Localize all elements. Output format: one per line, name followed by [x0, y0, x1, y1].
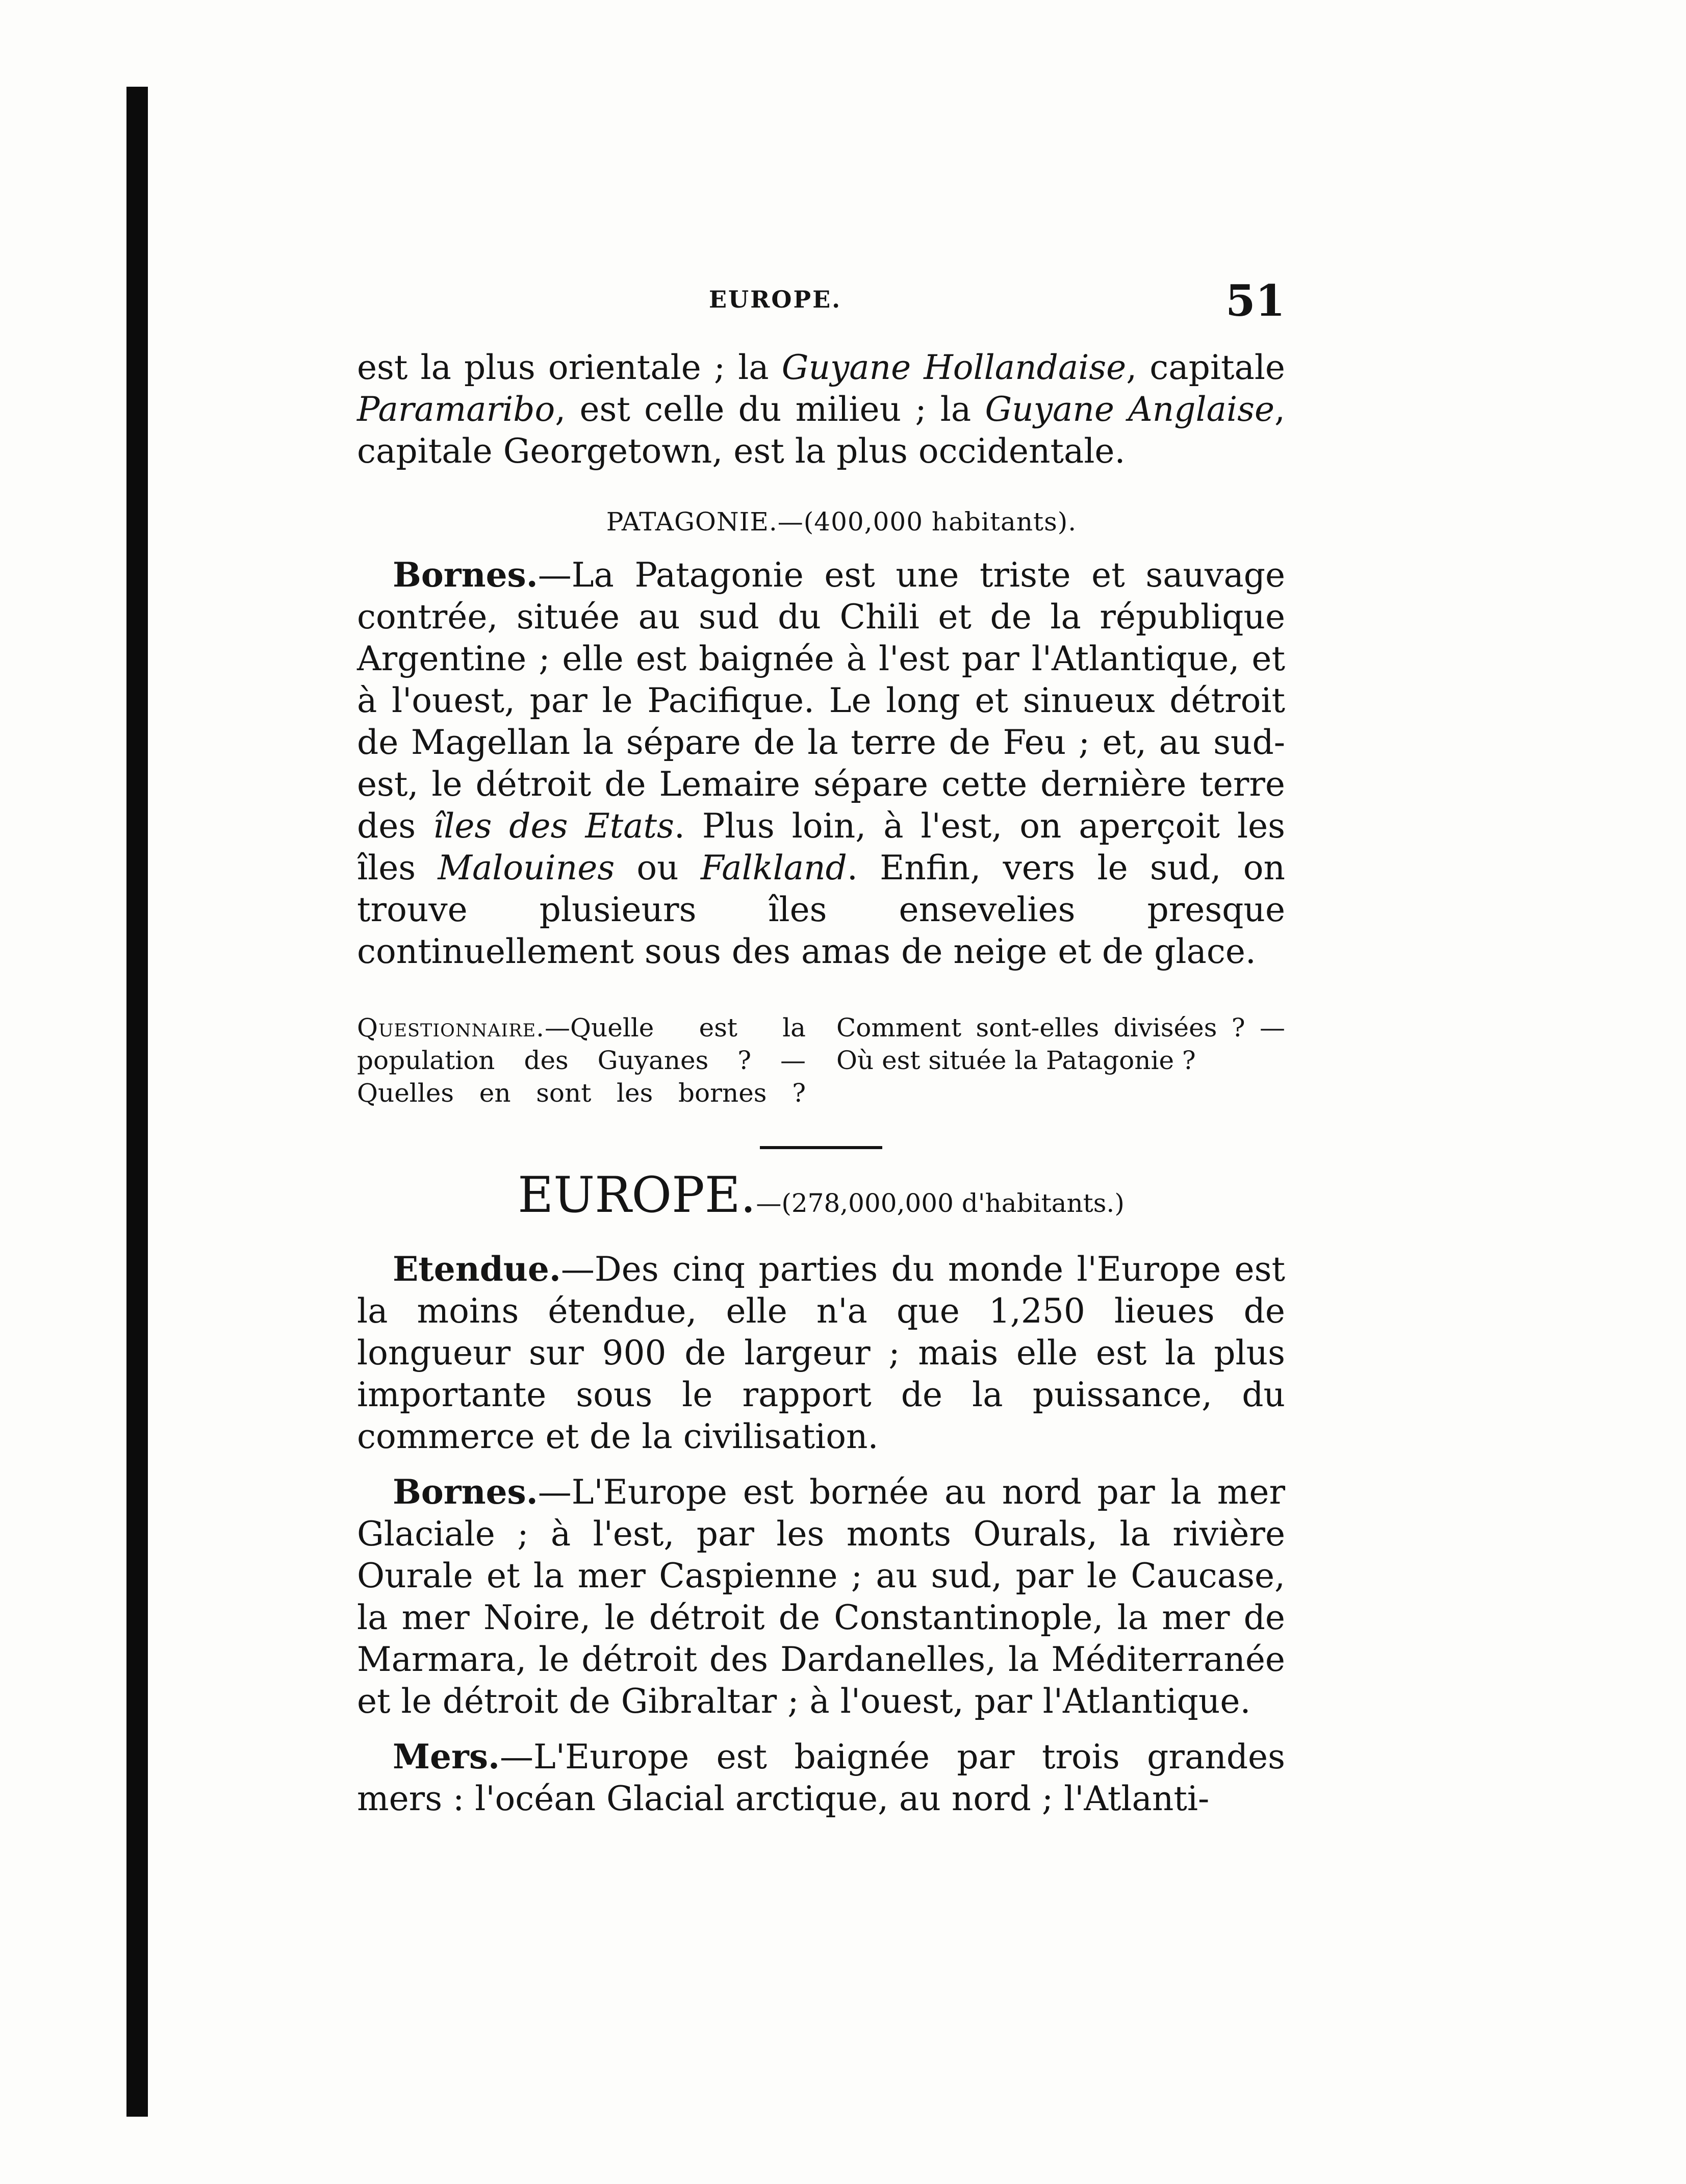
- paramaribo: Paramaribo: [357, 390, 555, 429]
- page-header: [357, 275, 1285, 332]
- mers-text: —L'Europe est baignée par trois grandes mers : l'océan Glacial arctique, au nord ; l'Atlanti-: [357, 1737, 1285, 1818]
- questionnaire: [357, 1011, 1285, 1109]
- falkland: Falkland: [700, 848, 847, 887]
- text-run: . Plus loin, à l'est, on aperçoit les îles: [357, 806, 1285, 887]
- questionnaire-label: Questionnaire.: [357, 1013, 545, 1043]
- binding-shadow: [126, 87, 148, 2117]
- text-run: , capitale Georgetown, est la plus occidentale.: [357, 390, 1285, 471]
- text-run: , capitale: [1126, 348, 1285, 387]
- iles-des-etats: îles des Etats: [433, 806, 674, 846]
- guyane-anglaise: Guyane Anglaise: [985, 390, 1275, 429]
- bornes-text: —L'Europe est bornée au nord par la mer Glaciale ; à l'est, par les monts Ourals, la rivière Ourale et la mer Caspienne ; au sud, par le Caucase, la mer Noire, le détroit de Constantinople, la mer de Marmara, le détroit des Dardanelles, la Méditerranée et le détroit de Gibraltar ; à l'ouest, par l'Atlantique.: [357, 1472, 1285, 1721]
- text-run: —La Patagonie est une triste et sauvage contrée, située au sud du Chili et de la république Argentine ; elle est baignée à l'est par l'Atlantique, et à l'ouest, par le Pacifique. Le long et sinueux détroit de Magellan la sépare de la terre de Feu ; et, au sud-est, le détroit de Lemaire sépare cette dernière terre des: [357, 555, 1285, 846]
- europe-title: EUROPE.: [518, 1166, 756, 1224]
- patagonie-heading: PATAGONIE.—(400,000 habitants).: [606, 507, 1077, 537]
- guyanes-paragraph: [357, 347, 1285, 472]
- text-run: est la plus orientale ; la: [357, 348, 782, 387]
- guyane-hollandaise: Guyane Hollandaise: [781, 348, 1127, 387]
- bornes-label: Bornes.: [393, 555, 538, 595]
- bornes-label: Bornes.: [393, 1472, 538, 1512]
- europe-bornes-paragraph: [357, 1471, 1285, 1722]
- text-run: ou: [615, 848, 701, 887]
- text-run: . Enfin, vers le sud, on trouve plusieurs îles ensevelies presque continuellement sous des amas de neige et de glace.: [357, 848, 1285, 971]
- patagonie-bornes-paragraph: [357, 554, 1285, 973]
- europe-heading: [357, 1164, 1285, 1234]
- page-number: 51: [1225, 275, 1285, 326]
- europe-population: —(278,000,000 d'habitants.): [756, 1188, 1125, 1218]
- running-head: EUROPE.: [709, 286, 842, 313]
- malouines: Malouines: [438, 848, 615, 887]
- etendue-text: —Des cinq parties du monde l'Europe est la moins étendue, elle n'a que 1,250 lieues de longueur sur 900 de largeur ; mais elle est la plus importante sous le rapport de la puissance, du commerce et de la civilisation.: [357, 1250, 1285, 1456]
- mers-paragraph: [357, 1736, 1285, 1820]
- mers-label: Mers.: [393, 1737, 500, 1776]
- section-divider: [760, 1146, 882, 1149]
- etendue-label: Etendue.: [393, 1249, 561, 1289]
- text-run: , est celle du milieu ; la: [555, 390, 985, 429]
- page-body: [357, 347, 1285, 1820]
- etendue-paragraph: [357, 1248, 1285, 1458]
- questionnaire-text: —Quelle est la population des Guyanes ? —Quelles en sont les bornes ? Comment sont-elles divisées ? —Où est située la Patagonie ?: [357, 1013, 1285, 1108]
